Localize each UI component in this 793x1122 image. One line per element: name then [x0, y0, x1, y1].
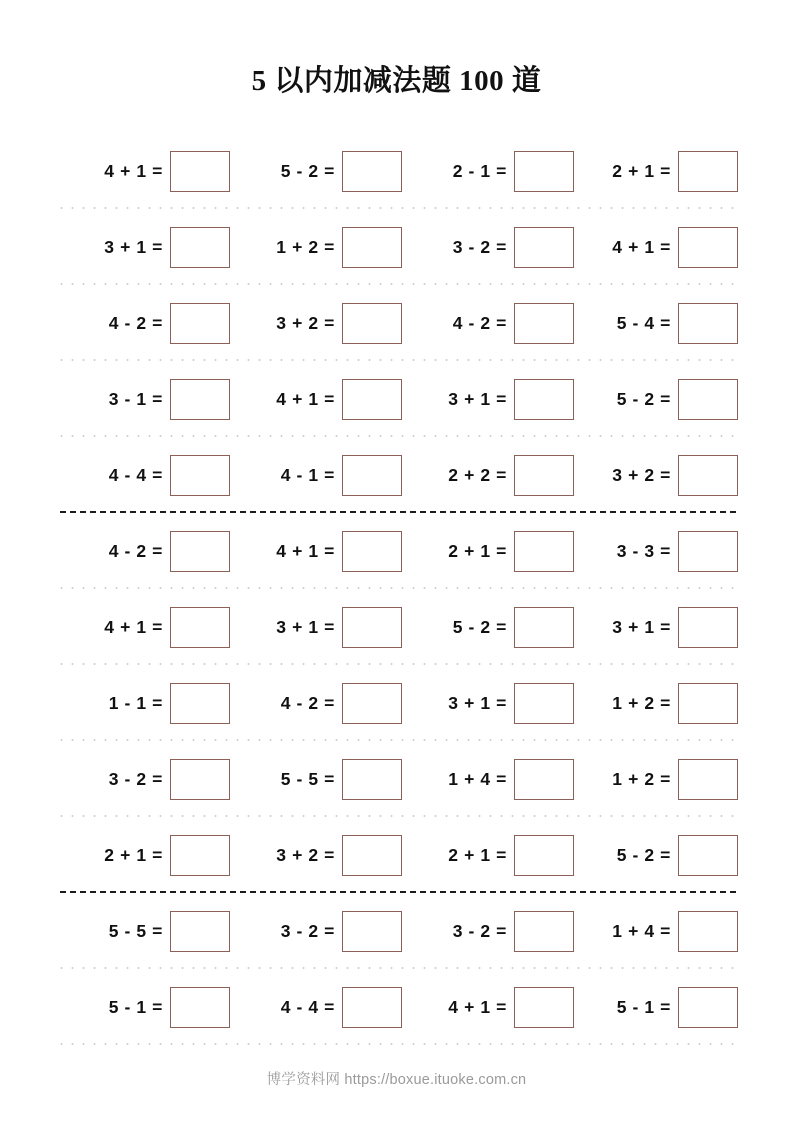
answer-box[interactable]	[170, 531, 230, 572]
problem-cell	[56, 209, 230, 285]
answer-box[interactable]	[170, 987, 230, 1028]
answer-box[interactable]	[514, 379, 574, 420]
problem-row	[56, 133, 738, 209]
problem-cell	[572, 665, 738, 741]
problem-cell	[400, 893, 574, 969]
problem-cell	[572, 437, 738, 513]
problem-expression: 4 - 4 =	[280, 996, 335, 1017]
problem-expression: 1 + 2 =	[612, 768, 671, 789]
problem-expression: 4 + 1 =	[104, 616, 163, 637]
problem-expression: 3 + 2 =	[612, 464, 671, 485]
problem-cell	[228, 817, 402, 893]
problem-expression: 1 + 4 =	[612, 920, 671, 941]
problem-row	[56, 817, 738, 893]
problem-expression: 4 - 1 =	[280, 464, 335, 485]
answer-box[interactable]	[342, 835, 402, 876]
problem-expression: 1 + 2 =	[276, 236, 335, 257]
problem-cell	[228, 361, 402, 437]
problem-cell	[56, 133, 230, 209]
problem-expression: 1 + 2 =	[612, 692, 671, 713]
problem-expression: 2 + 1 =	[448, 844, 507, 865]
problem-expression: 4 - 4 =	[108, 464, 163, 485]
problem-expression: 4 - 2 =	[452, 312, 507, 333]
problem-expression: 5 - 5 =	[280, 768, 335, 789]
footer-watermark: 博学资料网 https://boxue.ituoke.com.cn	[266, 1072, 527, 1088]
answer-box[interactable]	[342, 379, 402, 420]
answer-box[interactable]	[170, 683, 230, 724]
problem-cell	[56, 817, 230, 893]
problem-row	[56, 665, 738, 741]
problem-cell	[400, 969, 574, 1045]
answer-box[interactable]	[170, 379, 230, 420]
problem-cell	[228, 969, 402, 1045]
problem-expression: 5 - 2 =	[280, 160, 335, 181]
answer-box[interactable]	[170, 303, 230, 344]
answer-box[interactable]	[678, 607, 738, 648]
problem-expression: 5 - 2 =	[616, 844, 671, 865]
problem-expression: 3 - 2 =	[452, 236, 507, 257]
problem-cell	[400, 513, 574, 589]
problem-expression: 1 - 1 =	[108, 692, 163, 713]
problem-expression: 4 + 1 =	[104, 160, 163, 181]
answer-box[interactable]	[170, 455, 230, 496]
answer-box[interactable]	[170, 151, 230, 192]
problem-cell	[228, 133, 402, 209]
problem-row	[56, 437, 738, 513]
answer-box[interactable]	[170, 759, 230, 800]
answer-box[interactable]	[170, 911, 230, 952]
problem-cell	[400, 741, 574, 817]
answer-box[interactable]	[514, 987, 574, 1028]
problem-expression: 4 + 1 =	[276, 388, 335, 409]
answer-box[interactable]	[678, 227, 738, 268]
problem-cell	[400, 589, 574, 665]
answer-box[interactable]	[678, 759, 738, 800]
problem-row	[56, 969, 738, 1045]
problem-expression: 4 - 2 =	[108, 540, 163, 561]
problem-row	[56, 361, 738, 437]
answer-box[interactable]	[342, 911, 402, 952]
problem-cell	[572, 969, 738, 1045]
answer-box[interactable]	[678, 151, 738, 192]
problem-cell	[56, 741, 230, 817]
problem-cell	[400, 209, 574, 285]
problem-expression: 5 - 1 =	[108, 996, 163, 1017]
answer-box[interactable]	[342, 227, 402, 268]
problem-expression: 5 - 1 =	[616, 996, 671, 1017]
problem-expression: 3 + 1 =	[448, 388, 507, 409]
problem-expression: 3 + 1 =	[104, 236, 163, 257]
answer-box[interactable]	[678, 303, 738, 344]
problem-cell	[56, 665, 230, 741]
problem-cell	[572, 893, 738, 969]
problem-cell	[400, 133, 574, 209]
problem-expression: 4 - 2 =	[280, 692, 335, 713]
problem-expression: 3 + 2 =	[276, 844, 335, 865]
answer-box[interactable]	[514, 835, 574, 876]
problem-expression: 5 - 5 =	[108, 920, 163, 941]
problem-expression: 5 - 2 =	[452, 616, 507, 637]
problem-expression: 3 - 2 =	[108, 768, 163, 789]
problem-expression: 4 - 2 =	[108, 312, 163, 333]
problem-expression: 2 - 1 =	[452, 160, 507, 181]
problem-expression: 3 + 2 =	[276, 312, 335, 333]
problem-expression: 4 + 1 =	[276, 540, 335, 561]
problem-cell	[228, 285, 402, 361]
answer-box[interactable]	[342, 303, 402, 344]
problem-expression: 1 + 4 =	[448, 768, 507, 789]
problem-row	[56, 589, 738, 665]
problem-cell	[400, 817, 574, 893]
problem-expression: 2 + 1 =	[612, 160, 671, 181]
problem-grid	[56, 133, 738, 1045]
problem-cell	[572, 817, 738, 893]
answer-box[interactable]	[678, 683, 738, 724]
problem-cell	[228, 741, 402, 817]
answer-box[interactable]	[342, 531, 402, 572]
problem-cell	[572, 589, 738, 665]
answer-box[interactable]	[514, 607, 574, 648]
problem-expression: 4 + 1 =	[612, 236, 671, 257]
problem-cell	[572, 513, 738, 589]
answer-box[interactable]	[170, 607, 230, 648]
answer-box[interactable]	[342, 607, 402, 648]
problem-expression: 2 + 1 =	[448, 540, 507, 561]
answer-box[interactable]	[170, 227, 230, 268]
problem-cell	[56, 285, 230, 361]
problem-cell	[56, 437, 230, 513]
answer-box[interactable]	[678, 911, 738, 952]
problem-cell	[400, 437, 574, 513]
answer-box[interactable]	[514, 531, 574, 572]
problem-row	[56, 893, 738, 969]
problem-cell	[228, 589, 402, 665]
answer-box[interactable]	[678, 531, 738, 572]
answer-box[interactable]	[342, 759, 402, 800]
answer-box[interactable]	[514, 227, 574, 268]
answer-box[interactable]	[514, 911, 574, 952]
answer-box[interactable]	[514, 303, 574, 344]
problem-expression: 3 - 2 =	[280, 920, 335, 941]
problem-row	[56, 209, 738, 285]
problem-expression: 2 + 1 =	[104, 844, 163, 865]
problem-cell	[228, 209, 402, 285]
page-title: 5 以内加减法题 100 道	[251, 65, 542, 97]
problem-cell	[572, 133, 738, 209]
answer-box[interactable]	[678, 455, 738, 496]
answer-box[interactable]	[514, 455, 574, 496]
problem-cell	[56, 513, 230, 589]
problem-cell	[400, 361, 574, 437]
problem-expression: 2 + 2 =	[448, 464, 507, 485]
problem-cell	[572, 285, 738, 361]
problem-cell	[228, 893, 402, 969]
answer-box[interactable]	[678, 379, 738, 420]
problem-row	[56, 513, 738, 589]
answer-box[interactable]	[342, 151, 402, 192]
problem-cell	[56, 589, 230, 665]
answer-box[interactable]	[342, 683, 402, 724]
answer-box[interactable]	[514, 683, 574, 724]
answer-box[interactable]	[678, 987, 738, 1028]
answer-box[interactable]	[170, 835, 230, 876]
answer-box[interactable]	[514, 151, 574, 192]
problem-expression: 4 + 1 =	[448, 996, 507, 1017]
problem-cell	[400, 285, 574, 361]
problem-cell	[228, 437, 402, 513]
problem-expression: 5 - 2 =	[616, 388, 671, 409]
answer-box[interactable]	[342, 455, 402, 496]
answer-box[interactable]	[514, 759, 574, 800]
dotted-separator	[56, 1043, 738, 1045]
problem-cell	[56, 969, 230, 1045]
problem-cell	[400, 665, 574, 741]
problem-cell	[228, 513, 402, 589]
problem-cell	[572, 209, 738, 285]
problem-expression: 3 + 1 =	[448, 692, 507, 713]
problem-cell	[228, 665, 402, 741]
answer-box[interactable]	[342, 987, 402, 1028]
problem-row	[56, 285, 738, 361]
problem-cell	[572, 361, 738, 437]
problem-expression: 3 + 1 =	[276, 616, 335, 637]
answer-box[interactable]	[678, 835, 738, 876]
problem-expression: 3 - 1 =	[108, 388, 163, 409]
problem-expression: 3 - 3 =	[616, 540, 671, 561]
problem-expression: 3 - 2 =	[452, 920, 507, 941]
problem-expression: 3 + 1 =	[612, 616, 671, 637]
problem-cell	[56, 361, 230, 437]
problem-cell	[572, 741, 738, 817]
problem-row	[56, 741, 738, 817]
problem-cell	[56, 893, 230, 969]
problem-expression: 5 - 4 =	[616, 312, 671, 333]
